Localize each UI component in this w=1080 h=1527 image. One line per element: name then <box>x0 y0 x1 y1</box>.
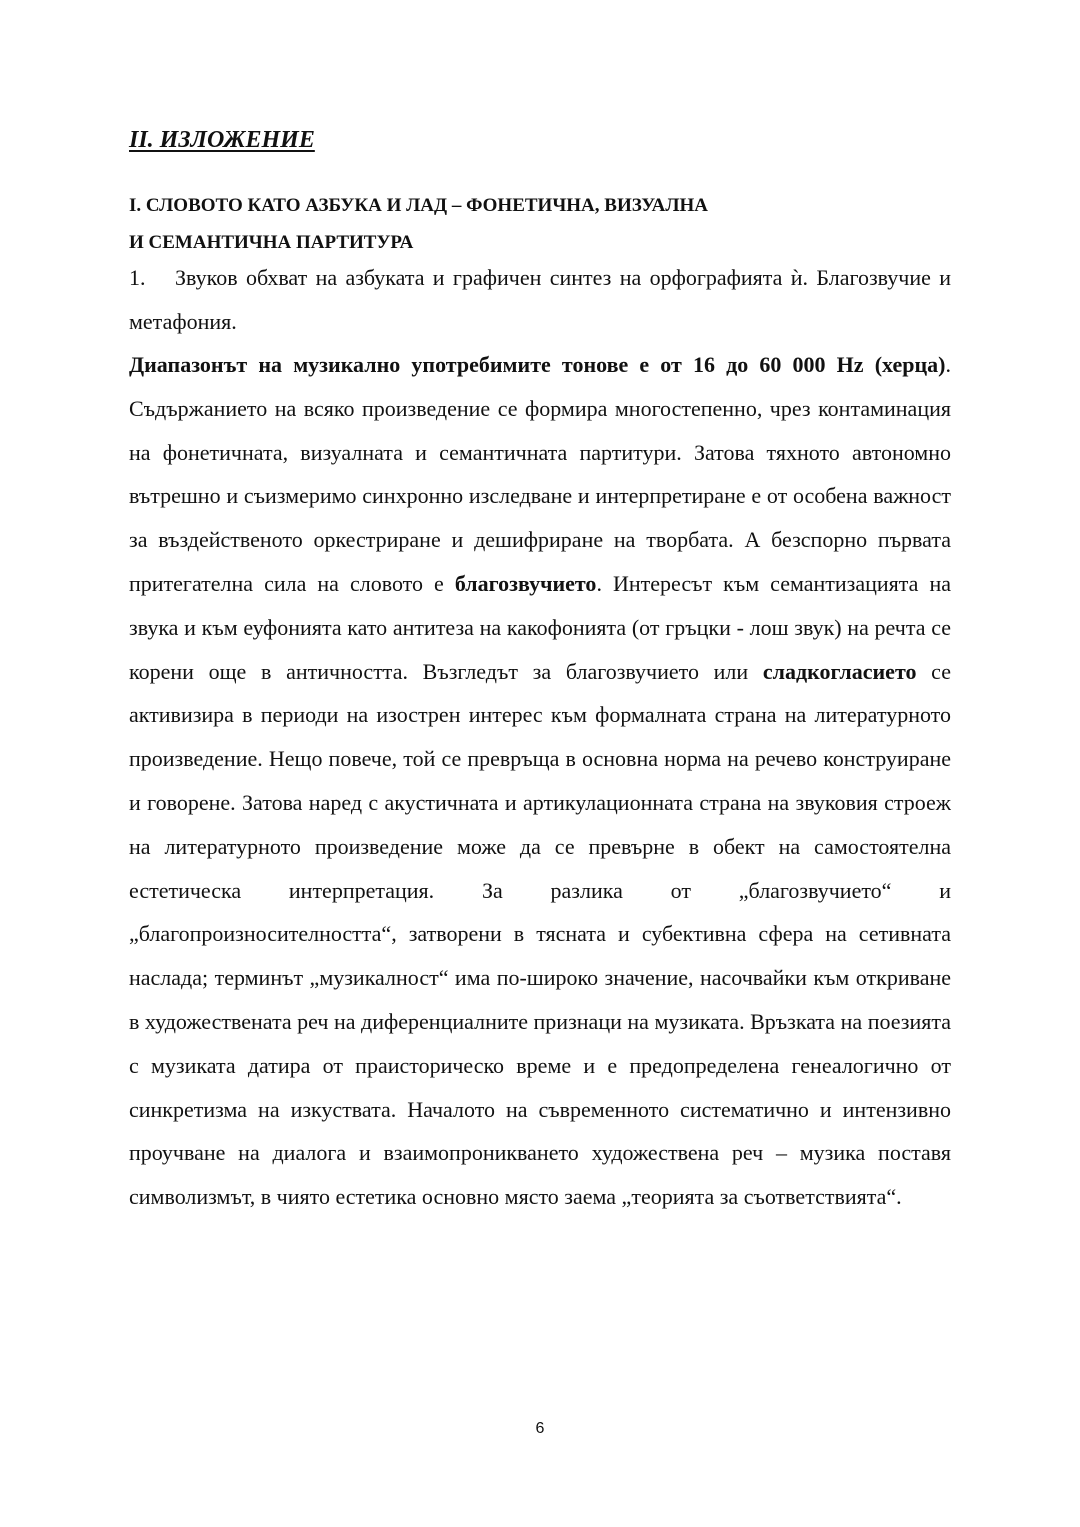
section-title: II. ИЗЛОЖЕНИЕ <box>129 127 315 153</box>
subsection-text: Звуков обхват на азбуката и графичен синтез на орфографията ѝ. Благозвучие и метафония. <box>129 265 951 334</box>
bold-term-euphony: благозвучието <box>454 570 597 596</box>
page-number: 6 <box>535 1420 545 1437</box>
chapter-title-line-2: И СЕМАНТИЧНА ПАРТИТУРА <box>129 232 414 253</box>
body-paragraph <box>129 343 951 1219</box>
subsection-number: 1. <box>129 265 146 290</box>
bold-term-sweetness: сладкогласието <box>762 658 917 684</box>
chapter-title <box>129 187 708 261</box>
paragraph-part-2: . Интересът към семантизацията на звука и към еуфонията като антитеза на какофонията (от гръцки - лош звук) на речта се корени още в античността. Възгледът за благозвучието или <box>129 570 951 684</box>
paragraph-part-1: . Съдържанието на всяко произведение се формира многостепенно, чрез контаминация на фонетичната, визуалната и семантичната партитури. Затова тяхното автономно вътрешно и съизмеримо синхронно изследване и интерпретиране е от особена важност за въздейственото оркестриране и дешифриране на творбата. А безспорно първата притегателна сила на словото е <box>129 352 951 596</box>
paragraph-part-3: се активизира в периоди на изострен интерес към формалната страна на литературното произведение. Нещо повече, той се превръща в основна норма на речево конструиране и говорене. Затова наред с акустичната и артикулационната страна на звуковия строеж на литературното произведение може да се превърне в обект на самостоятелна естетическа интерпретация. За разлика от „благозвучието“ и „благопроизносителността“, затворени в тясната и субективна сфера на сетивната наслада; терминът „музикалност“ има по-широко значение, насочвайки към откриване в художествената реч на диференциалните признаци на музиката. Връзката на поезията с музиката датира от праисторическо време и е предопределена генеалогично от синкретизма на изкуствата. Началото на съвременното систематично и интензивно проучване на диалога и взаимопроникването художествена реч – музика поставя символизмът, в чиято естетика основно място заема „теорията за съответствията“. <box>129 658 951 1210</box>
bold-intro: Диапазонът на музикално употребимите тонове е от 16 до 60 000 Hz (херца) <box>129 352 946 377</box>
subsection-heading <box>129 256 951 344</box>
chapter-title-line-1: I. СЛОВОТО КАТО АЗБУКА И ЛАД – ФОНЕТИЧНА, ВИЗУАЛНА <box>129 195 708 216</box>
